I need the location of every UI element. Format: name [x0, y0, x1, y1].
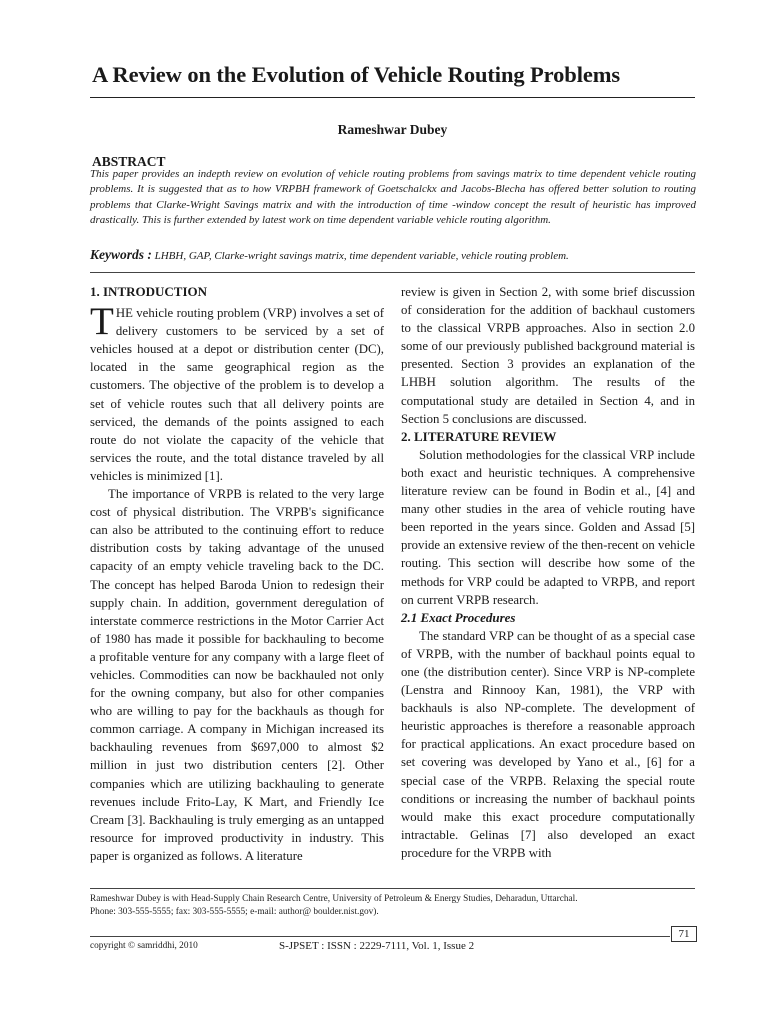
- intro-paragraph-1-text: HE vehicle routing problem (VRP) involves a set of delivery customers to be serviced by a set of vehicles housed at a depot or distribution center (DC), located in the same geographical region as the customers. The objective of the problem is to develop a set of vehicle routes such that all delivery points are serviced, the demands of the points assigned to each route do not violate the capacity of the vehicle that services the route, and the total distance traveled by all vehicles is minimized [1].: [90, 306, 384, 483]
- paper-title: A Review on the Evolution of Vehicle Routing Problems: [92, 62, 621, 87]
- footnote-contact: Phone: 303-555-5555; fax: 303-555-5555; e-mail: author@ boulder.nist.gov).: [90, 906, 379, 917]
- abstract-text: This paper provides an indepth review on evolution of vehicle routing problems from savings matrix to time dependent vehicle routing problems. It is suggested that as to how VRPBH framework of Goetschalckx and Jacobs-Blecha has offered better solution to routing problems that Clarke-Wright Savings matrix and with the introduction of time -window concept the result of heuristic has improved drastically. This is further extended by latest work on time dependent variable vehicle routing algorithm.: [90, 168, 696, 227]
- exact-procedures-heading: 2.1 Exact Procedures: [401, 609, 516, 625]
- right-column: [401, 283, 695, 862]
- copyright-notice: copyright © samriddhi, 2010: [90, 941, 198, 951]
- left-column: [90, 283, 384, 865]
- intro-paragraph-3: review is given in Section 2, with some brief discussion of consideration for the addition of backhaul customers to the classical VRPB approaches. Also in section 2.0 some of our previously published background material is presented. Section 3 provides an explanation of the LHBH solution algorithm. The results of the computational study are detailed in Section 4, and in Section 5 conclusions are discussed.: [401, 285, 695, 426]
- exact-procedures-paragraph: The standard VRP can be thought of as a special case of VRPB, with the number of backhaul points equal to one (the distribution center). Since VRP is NP-complete (Lenstra and Rinnooy Kan, 1981), the VRP with backhauls is also NP-complete. The development of heuristic approaches is therefore a reasonable approach for practical applications. An exact procedure based on set covering was developed by Yano et al., [6] for a special case of the VRPB. Relaxing the special route conditions or increasing the number of backhaul points would make this exact procedure computationally intractable. Gelinas [7] also developed an exact procedure for the VRPB with: [401, 628, 695, 860]
- footer-divider: [90, 936, 670, 937]
- literature-review-heading: 2. LITERATURE REVIEW: [401, 428, 557, 444]
- author-name: Rameshwar Dubey: [337, 122, 448, 137]
- literature-paragraph: Solution methodologies for the classical VRP include both exact and heuristic techniques. A comprehensive literature review can be found in Bodin et al., [4] and many other studies in the area of vehicle routing have been reported in the years since. Golden and Assad [5] provide an extensive review of the then-recent on vehicle routing. This section will describe how some of the methods for VRP could be adapted to VRPB, and report on current VRPB research.: [401, 447, 695, 607]
- author-footnote: [90, 893, 696, 918]
- keywords-line: [90, 247, 696, 263]
- footnote-divider: [90, 888, 695, 889]
- journal-info: S-JPSET : ISSN : 2229-7111, Vol. 1, Issue 2: [279, 940, 475, 952]
- footnote-affiliation: Rameshwar Dubey is with Head-Supply Chain Research Centre, University of Petroleum & Energy Studies, Deharadun, Uttarchal.: [90, 894, 578, 904]
- intro-paragraph-1: [90, 300, 384, 485]
- intro-paragraph-2: The importance of VRPB is related to the very large cost of physical distribution. The VRPB's significance can also be attributed to the continuing effort to reduce distribution costs by taking advantage of the unused capacity of an empty vehicle traveling back to the DC. The concept has helped Baroda Union to redesign their supply chain. In addition, government deregulation of interstate commerce restrictions in the Motor Carrier Act of 1980 has made it possible for backhauling to become a profitable venture for any company with a large fleet of vehicles. Commodities can now be backhauled not only for the owning company, but also for other companies who are willing to pay for the backhauls as though for common carriage. A company in Michigan increased its backhauling revenues from $697,000 to almost $2 million in just two distribution centers [2]. Other companies which are utilizing backhauling to generate revenues include Frito-Lay, K Mart, and Friendly Ice Cream [3]. Backhauling is truly emerging as an untapped resource for improved productivity in industry. This paper is organized as follows. A literature: [90, 487, 384, 863]
- drop-cap: T: [90, 300, 114, 344]
- abstract-divider: [90, 272, 695, 273]
- abstract-heading: ABSTRACT: [92, 154, 166, 169]
- title-divider: [90, 97, 695, 98]
- page-number: 71: [671, 926, 697, 942]
- keywords-label: Keywords :: [90, 247, 152, 262]
- keywords-text: LHBH, GAP, Clarke-wright savings matrix, time dependent variable, vehicle routing problem.: [154, 250, 569, 262]
- introduction-heading: 1. INTRODUCTION: [90, 284, 208, 299]
